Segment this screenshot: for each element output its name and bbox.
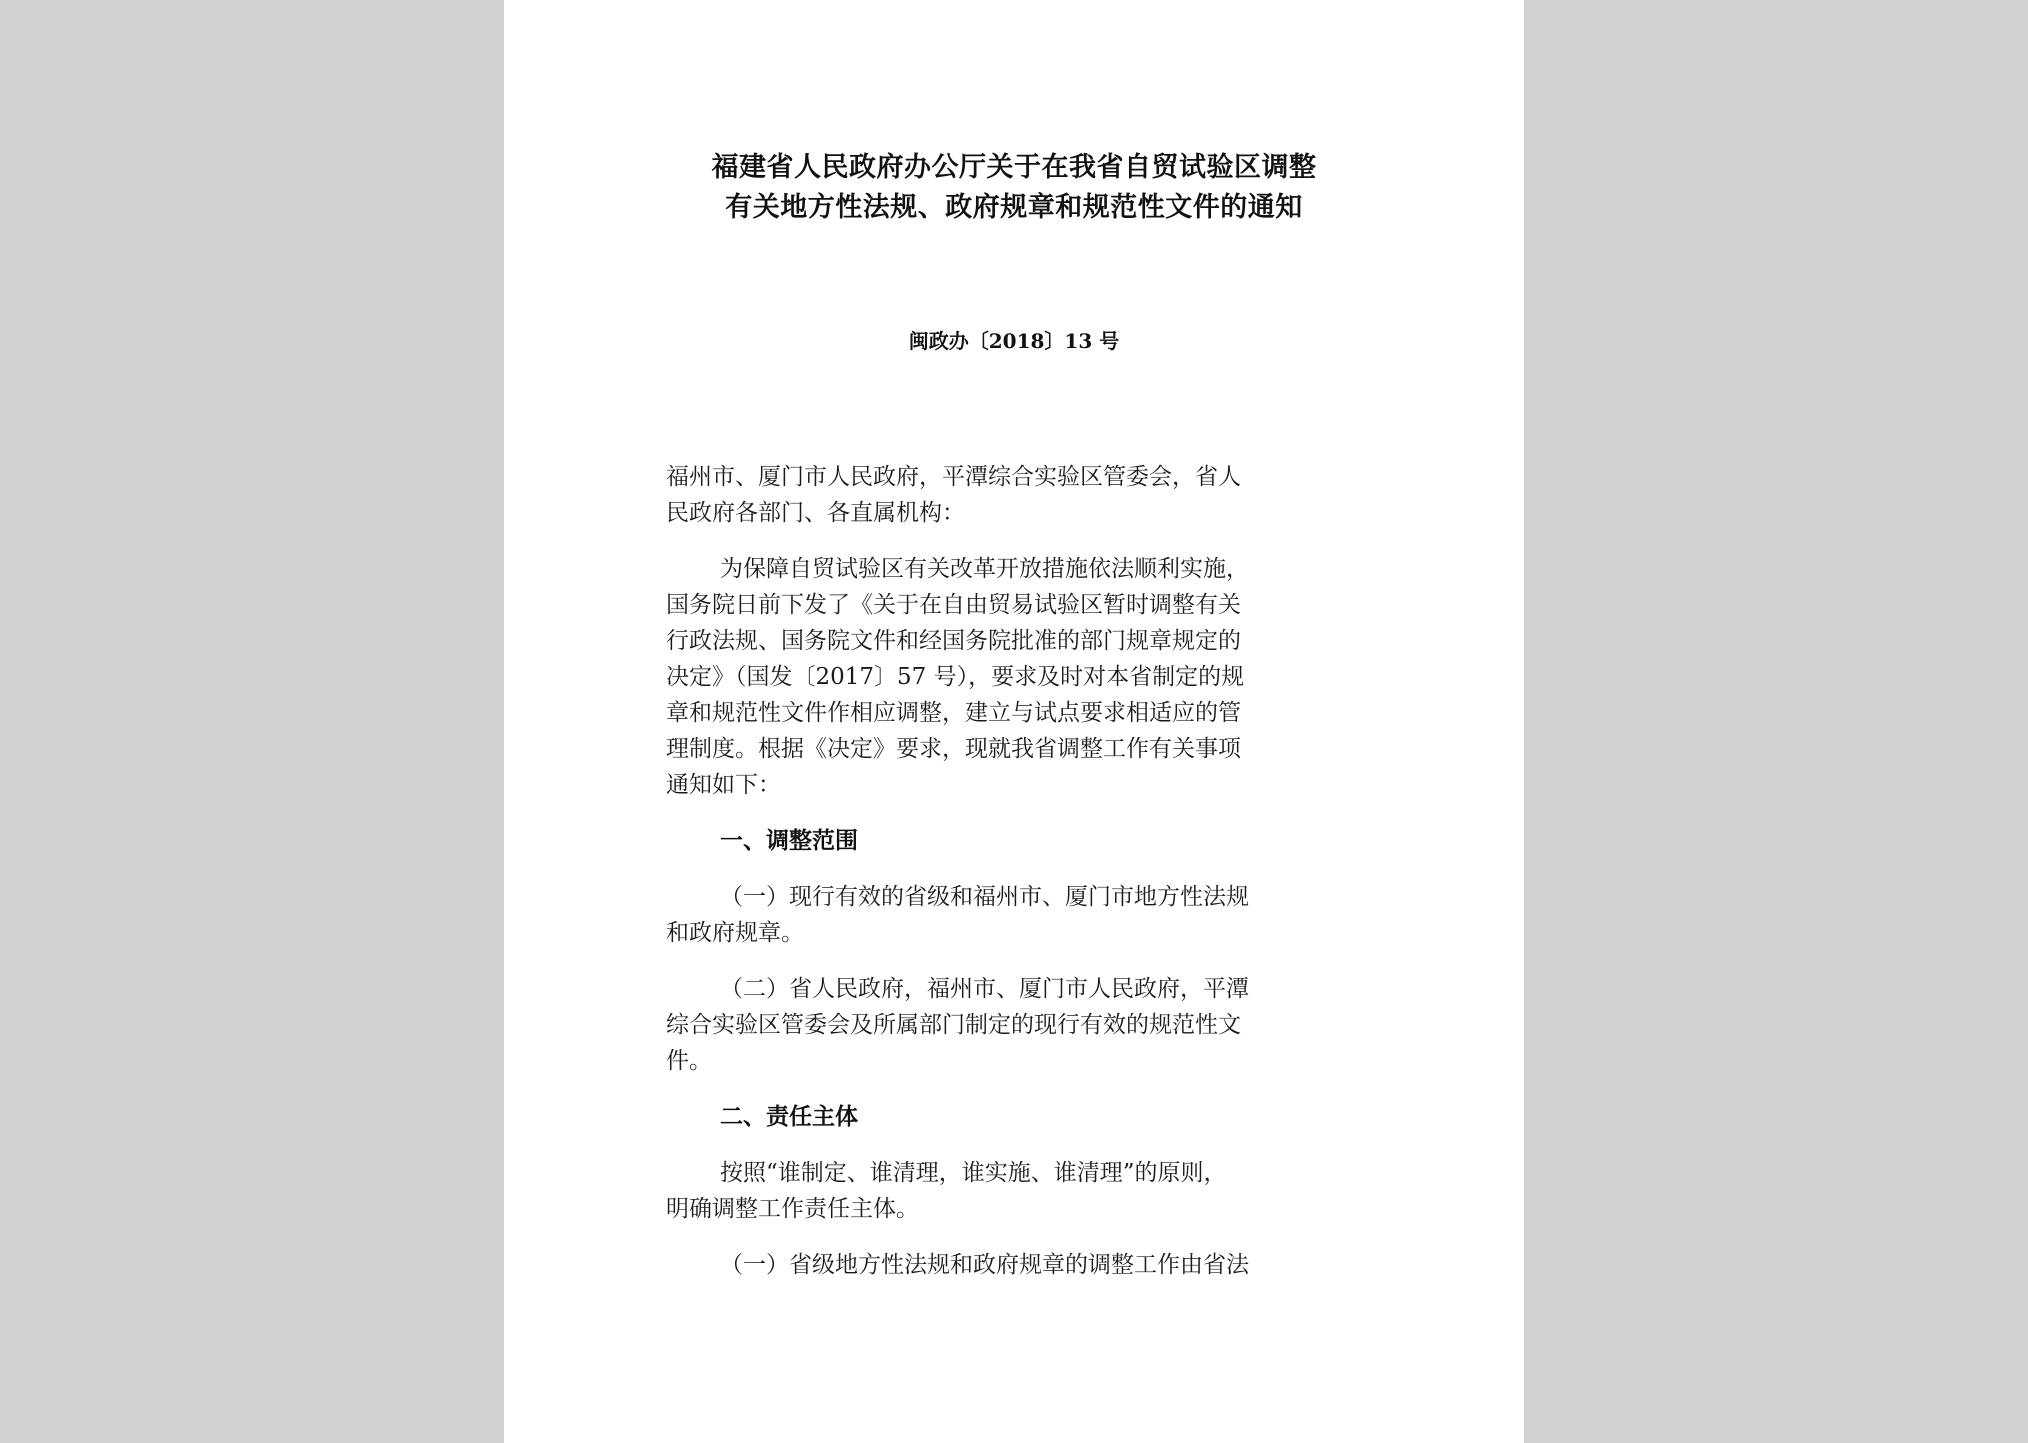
- item-line: 和政府规章。: [666, 920, 804, 946]
- section-2-heading: [666, 1099, 1362, 1135]
- intro-line: 章和规范性文件作相应调整，建立与试点要求相适应的管: [666, 700, 1241, 726]
- intro-line: 通知如下：: [666, 772, 781, 798]
- intro-line: 按照“谁制定、谁清理，谁实施、谁清理”的原则，: [720, 1160, 1227, 1186]
- title-line-1: 福建省人民政府办公厅关于在我省自贸试验区调整: [711, 152, 1317, 183]
- item-line: （一）省级地方性法规和政府规章的调整工作由省法: [720, 1252, 1249, 1278]
- document-page: [504, 0, 1524, 1443]
- intro-line: 国务院日前下发了《关于在自由贸易试验区暂时调整有关: [666, 592, 1241, 618]
- item-line: （一）现行有效的省级和福州市、厦门市地方性法规: [720, 884, 1249, 910]
- intro-line: 明确调整工作责任主体。: [666, 1196, 919, 1222]
- intro-line: 为保障自贸试验区有关改革开放措施依法顺利实施，: [720, 556, 1249, 582]
- section-1-item-2: [666, 971, 1362, 1079]
- document-number: 闽政办〔2018〕13 号: [908, 329, 1120, 353]
- title-line-2: 有关地方性法规、政府规章和规范性文件的通知: [725, 192, 1303, 223]
- intro-line: 理制度。根据《决定》要求，现就我省调整工作有关事项: [666, 736, 1241, 762]
- section-1-heading: [666, 823, 1362, 859]
- section-heading: 一、调整范围: [720, 827, 858, 854]
- section-2-item-1: [666, 1247, 1362, 1283]
- intro-paragraph: [666, 551, 1362, 803]
- intro-line: 行政法规、国务院文件和经国务院批准的部门规章规定的: [666, 628, 1241, 654]
- document-title: [504, 148, 1524, 228]
- addressee-line: 福州市、厦门市人民政府，平潭综合实验区管委会，省人: [666, 464, 1241, 490]
- addressee-paragraph: [666, 459, 1362, 531]
- item-line: 件。: [666, 1048, 712, 1074]
- section-2-intro: [666, 1155, 1362, 1227]
- item-line: 综合实验区管委会及所属部门制定的现行有效的规范性文: [666, 1012, 1241, 1038]
- intro-line: 决定》（国发〔2017〕57 号），要求及时对本省制定的规: [666, 664, 1245, 690]
- item-line: （二）省人民政府，福州市、厦门市人民政府，平潭: [720, 976, 1249, 1002]
- document-body: [666, 459, 1362, 1303]
- addressee-line: 民政府各部门、各直属机构：: [666, 500, 965, 526]
- section-heading: 二、责任主体: [720, 1103, 858, 1130]
- section-1-item-1: [666, 879, 1362, 951]
